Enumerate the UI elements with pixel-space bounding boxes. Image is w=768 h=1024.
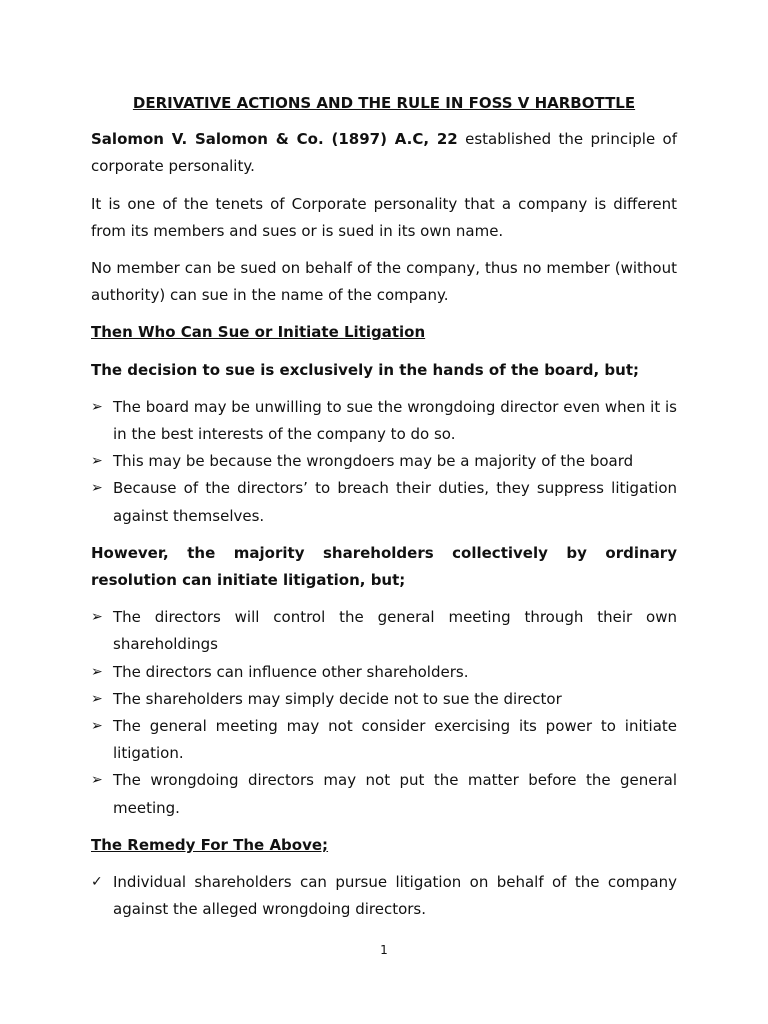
case-citation: Salomon V. Salomon & Co. (1897) A.C, 22 bbox=[91, 130, 458, 149]
paragraph-salomon-text: established the principle of corporate personality. bbox=[91, 130, 677, 176]
list-item-text: The shareholders may simply decide not to sue the director bbox=[113, 689, 562, 708]
list-item-text: The directors can influence other shareholders. bbox=[113, 662, 469, 681]
list-item-text: Because of the directors’ to breach their duties, they suppress litigation against themselves. bbox=[113, 479, 677, 525]
arrow-bullet-icon: ➢ bbox=[91, 609, 103, 626]
bullet-list-remedy bbox=[91, 869, 677, 923]
arrow-bullet-icon: ➢ bbox=[91, 690, 103, 707]
list-item-text: The directors will control the general meeting through their own shareholdings bbox=[113, 608, 677, 654]
arrow-bullet-icon: ➢ bbox=[91, 398, 103, 415]
list-item-text: Individual shareholders can pursue litigation on behalf of the company against the alleged wrongdoing directors. bbox=[113, 873, 677, 919]
bullet-list-majority bbox=[91, 604, 677, 822]
list-item bbox=[91, 869, 677, 923]
paragraph-corporate-personality: It is one of the tenets of Corporate personality that a company is different from its members and sues or is sued in its own name. bbox=[91, 194, 677, 240]
document-title: DERIVATIVE ACTIONS AND THE RULE IN FOSS V HARBOTTLE bbox=[132, 94, 636, 112]
paragraph-no-member: No member can be sued on behalf of the company, thus no member (without authority) can sue in the name of the company. bbox=[91, 259, 677, 305]
list-item bbox=[91, 713, 677, 767]
page-number: 1 bbox=[380, 943, 388, 957]
arrow-bullet-icon: ➢ bbox=[91, 453, 103, 470]
list-item-text: The board may be unwilling to sue the wrongdoing director even when it is in the best interests of the company to do so. bbox=[113, 397, 677, 444]
heading-majority-shareholders: However, the majority shareholders collectively by ordinary resolution can initiate litigation, but; bbox=[91, 543, 677, 590]
list-item bbox=[91, 686, 677, 713]
arrow-bullet-icon: ➢ bbox=[91, 772, 103, 789]
list-item bbox=[91, 659, 677, 686]
list-item-text: This may be because the wrongdoers may be a majority of the board bbox=[113, 452, 634, 471]
document-body bbox=[91, 90, 677, 933]
list-item-text: The general meeting may not consider exercising its power to initiate litigation. bbox=[113, 717, 677, 763]
list-item-text: The wrongdoing directors may not put the matter before the general meeting. bbox=[113, 771, 677, 817]
bullet-list-board bbox=[91, 394, 677, 530]
heading-remedy: The Remedy For The Above; bbox=[91, 835, 329, 854]
heading-decision-to-sue: The decision to sue is exclusively in the hands of the board, but; bbox=[91, 360, 639, 379]
arrow-bullet-icon: ➢ bbox=[91, 480, 103, 497]
arrow-bullet-icon: ➢ bbox=[91, 718, 103, 735]
list-item bbox=[91, 394, 677, 448]
list-item bbox=[91, 475, 677, 529]
list-item bbox=[91, 448, 677, 475]
paragraph-salomon bbox=[91, 126, 677, 180]
heading-who-can-sue: Then Who Can Sue or Initiate Litigation bbox=[91, 323, 426, 342]
list-item bbox=[91, 767, 677, 821]
checkmark-icon: ✓ bbox=[91, 874, 103, 891]
arrow-bullet-icon: ➢ bbox=[91, 663, 103, 680]
list-item bbox=[91, 604, 677, 658]
